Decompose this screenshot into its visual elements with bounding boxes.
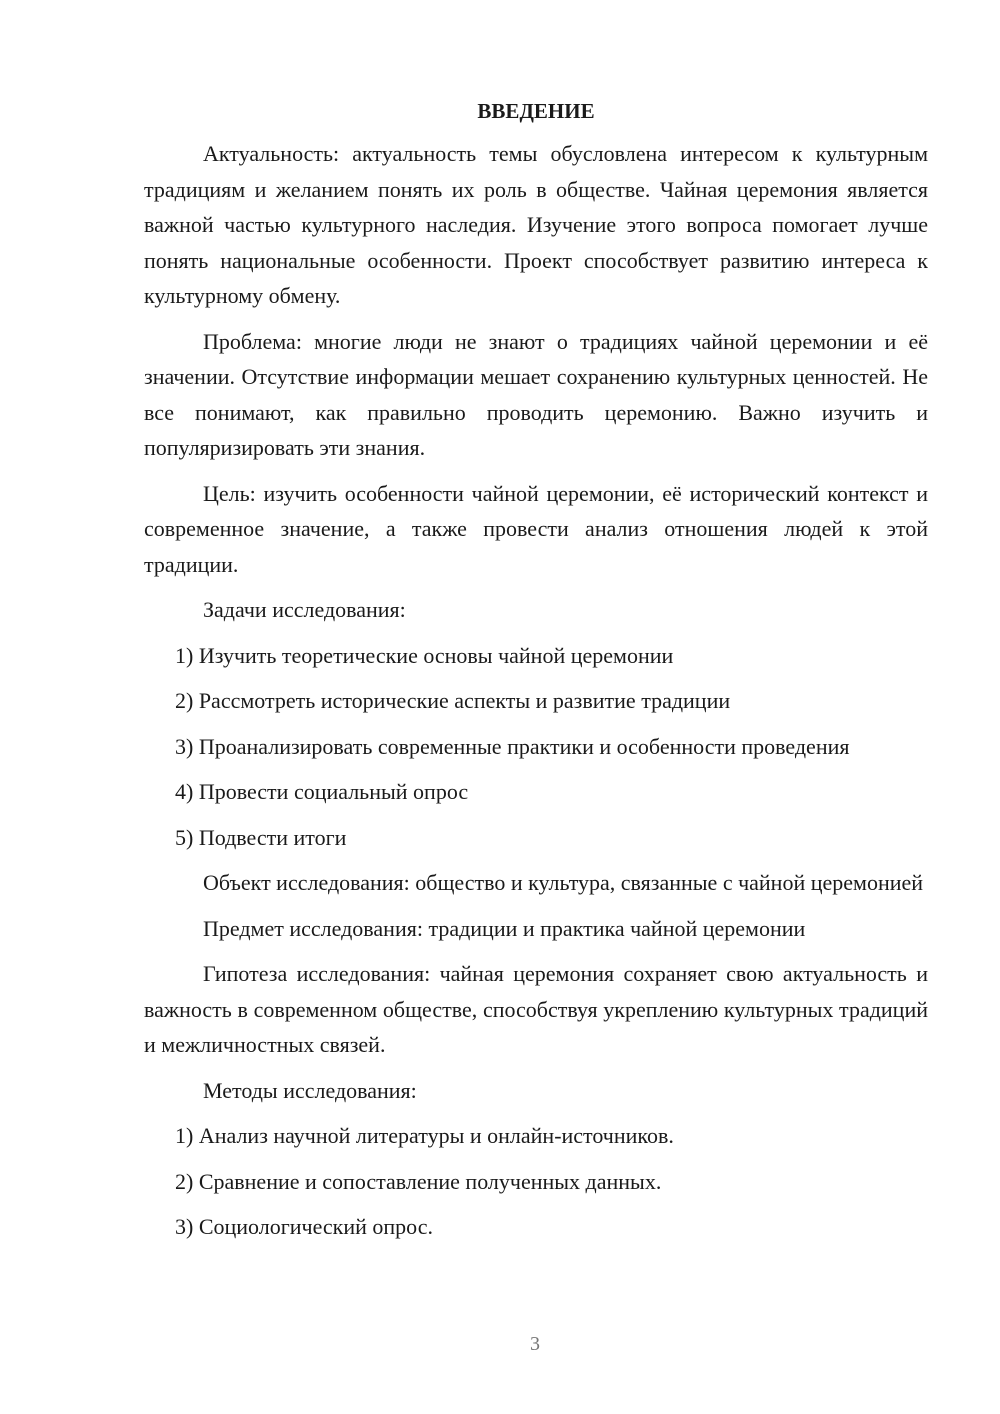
subject-paragraph: Предмет исследования: традиции и практика чайной церемонии [203,915,806,941]
list-item: 3) Проанализировать современные практики и особенности проведения [175,733,850,759]
list-item: 4) Провести социальный опрос [175,779,469,804]
methods-list [144,1118,928,1245]
list-item: 2) Рассмотреть исторические аспекты и развитие традиции [175,688,731,713]
list-item: 5) Подвести итоги [175,824,347,850]
methods-title: Методы исследования: [203,1077,417,1103]
list-item: 1) Анализ научной литературы и онлайн-источников. [175,1123,674,1148]
goal-paragraph: Цель: изучить особенности чайной церемонии, её исторический контекст и современное значение, а также провести анализ отношения людей к этой традиции. [144,480,928,577]
list-item: 2) Сравнение и сопоставление полученных данных. [175,1168,662,1194]
tasks-title: Задачи исследования: [203,597,406,622]
relevance-paragraph: Актуальность: актуальность темы обусловлена интересом к культурным традициям и желанием понять их роль в обществе. Чайная церемония является важной частью культурного наследия. Изучение этого вопроса помогает лучше понять национальные особенности. Проект способствует развитию интереса к культурному обмену. [144,141,928,308]
section-heading: ВВЕДЕНИЕ [477,99,595,123]
problem-paragraph: Проблема: многие люди не знают о традициях чайной церемонии и её значении. Отсутствие информации мешает сохранению культурных ценностей. Не все понимают, как правильно проводить церемонию. Важно изучить и популяризировать эти знания. [144,328,928,460]
list-item: 1) Изучить теоретические основы чайной церемонии [175,642,674,668]
document-page [144,96,928,1255]
hypothesis-paragraph: Гипотеза исследования: чайная церемония сохраняет свою актуальность и важность в современном обществе, способствуя укреплению культурных традиций и межличностных связей. [144,961,928,1057]
object-paragraph: Объект исследования: общество и культура, связанные с чайной церемонией [203,870,924,895]
page-number: 3 [530,1333,540,1355]
list-item: 3) Социологический опрос. [175,1214,433,1239]
tasks-list [144,638,928,856]
